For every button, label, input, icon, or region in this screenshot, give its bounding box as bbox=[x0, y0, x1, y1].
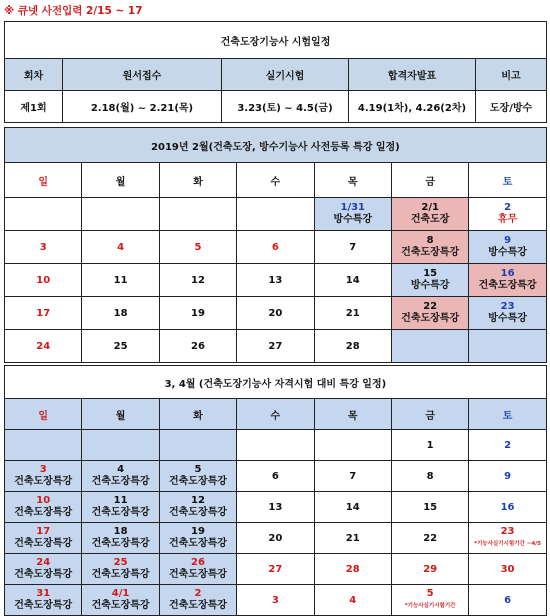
calendar-day-cell bbox=[469, 554, 546, 585]
calendar-date: 15 bbox=[423, 501, 438, 513]
calendar-date: 23 bbox=[500, 526, 515, 537]
exam-application-dates: 2.18(월) ~ 2.21(목) bbox=[63, 91, 222, 123]
calendar-date: 3 bbox=[39, 241, 47, 253]
calendar-day-cell bbox=[391, 523, 468, 554]
weekday-header: 일 bbox=[5, 163, 82, 198]
calendar-event-label: 건축도장특강 bbox=[91, 600, 150, 611]
calendar-event-label: 방수특강 bbox=[488, 247, 527, 258]
calendar-day-cell bbox=[5, 461, 82, 492]
calendar-week-row bbox=[5, 231, 547, 264]
calendar-day-cell bbox=[82, 264, 159, 297]
calendar-day-cell bbox=[5, 523, 82, 554]
calendar-date: 27 bbox=[268, 563, 283, 575]
calendar-day-cell bbox=[314, 231, 391, 264]
weekday-header: 수 bbox=[237, 399, 314, 430]
calendar-date: 17 bbox=[36, 526, 51, 537]
calendar-event-note: *기능사실기시험기간 bbox=[404, 603, 456, 609]
weekday-header: 목 bbox=[314, 399, 391, 430]
calendar-day-cell bbox=[469, 264, 546, 297]
exam-schedule-table bbox=[4, 21, 547, 123]
calendar-event-label: 방수특강 bbox=[488, 313, 527, 324]
calendar-day-cell bbox=[159, 585, 236, 616]
weekday-header: 토 bbox=[469, 399, 546, 430]
calendar-date: 30 bbox=[500, 563, 515, 575]
calendar-day-cell bbox=[314, 198, 391, 231]
calendar-date: 8 bbox=[426, 235, 434, 246]
calendar-date: 20 bbox=[268, 532, 283, 544]
calendar-day-cell bbox=[314, 585, 391, 616]
calendar-date: 1/31 bbox=[340, 202, 366, 213]
calendar-day-cell bbox=[5, 231, 82, 264]
mar-apr-calendar bbox=[4, 365, 547, 616]
calendar-date: 6 bbox=[271, 241, 279, 253]
weekday-header: 화 bbox=[159, 399, 236, 430]
calendar-date: 20 bbox=[268, 307, 283, 319]
exam-schedule-title: 건축도장기능사 시험일정 bbox=[5, 22, 547, 59]
calendar-event-label: 건축도장특강 bbox=[14, 476, 73, 487]
calendar-day-cell bbox=[314, 461, 391, 492]
calendar-day-cell bbox=[237, 231, 314, 264]
calendar-date: 22 bbox=[423, 301, 438, 312]
calendar-day-cell bbox=[5, 297, 82, 330]
calendar-date: 27 bbox=[268, 340, 283, 352]
calendar-event-label: 건축도장특강 bbox=[91, 569, 150, 580]
calendar-date: 22 bbox=[423, 532, 438, 544]
calendar-day-cell bbox=[237, 330, 314, 363]
exam-practical-dates: 3.23(토) ~ 4.5(금) bbox=[222, 91, 349, 123]
weekday-header: 목 bbox=[314, 163, 391, 198]
feb-calendar bbox=[4, 127, 547, 363]
calendar-day-cell bbox=[391, 430, 468, 461]
calendar-week-row bbox=[5, 554, 547, 585]
calendar-date: 4/1 bbox=[111, 588, 130, 599]
calendar-event-label: 건축도장특강 bbox=[14, 569, 73, 580]
weekday-header: 금 bbox=[391, 163, 468, 198]
calendar-date: 11 bbox=[113, 274, 128, 286]
calendar-date: 5 bbox=[194, 464, 202, 475]
calendar-date: 18 bbox=[113, 526, 128, 537]
calendar-day-cell bbox=[469, 330, 546, 363]
calendar-date: 14 bbox=[345, 501, 360, 513]
calendar-date: 28 bbox=[345, 340, 360, 352]
calendar-event-label: 건축도장특강 bbox=[168, 507, 227, 518]
calendar-day-cell bbox=[5, 554, 82, 585]
calendar-day-cell bbox=[314, 554, 391, 585]
calendar-date: 4 bbox=[117, 241, 125, 253]
calendar-date: 13 bbox=[268, 274, 283, 286]
calendar-date: 7 bbox=[349, 470, 357, 482]
calendar-day-cell bbox=[469, 430, 546, 461]
calendar-date: 13 bbox=[268, 501, 283, 513]
calendar-date: 31 bbox=[36, 588, 51, 599]
calendar-date: 21 bbox=[345, 532, 360, 544]
weekday-header: 화 bbox=[159, 163, 236, 198]
calendar-date: 3 bbox=[39, 464, 47, 475]
calendar-day-cell bbox=[237, 198, 314, 231]
calendar-event-note: *기능사실기시험기간 ~4/5 bbox=[474, 541, 541, 547]
calendar-date: 14 bbox=[345, 274, 360, 286]
calendar-day-cell bbox=[5, 264, 82, 297]
calendar-event-label: 건축도장특강 bbox=[168, 476, 227, 487]
calendar-week-row bbox=[5, 430, 547, 461]
calendar-day-cell bbox=[237, 585, 314, 616]
calendar-day-cell bbox=[469, 523, 546, 554]
calendar-day-cell bbox=[391, 231, 468, 264]
calendar-day-cell bbox=[391, 461, 468, 492]
calendar-date: 26 bbox=[191, 340, 205, 352]
calendar-date: 24 bbox=[36, 557, 51, 568]
calendar-day-cell bbox=[391, 297, 468, 330]
calendar-date: 19 bbox=[191, 526, 205, 537]
calendar-date: 2 bbox=[504, 202, 512, 213]
weekday-header: 일 bbox=[5, 399, 82, 430]
calendar-day-cell bbox=[237, 297, 314, 330]
calendar-date: 16 bbox=[500, 268, 515, 279]
calendar-day-cell bbox=[5, 492, 82, 523]
calendar-day-cell bbox=[391, 554, 468, 585]
calendar-week-row bbox=[5, 523, 547, 554]
calendar-day-cell bbox=[237, 430, 314, 461]
calendar-week-row bbox=[5, 492, 547, 523]
calendar-date: 23 bbox=[500, 301, 515, 312]
calendar-week-row bbox=[5, 330, 547, 363]
notice-text: ※ 큐넷 사전입력 2/15 ~ 17 bbox=[4, 5, 143, 17]
calendar-event-label: 건축도장특강 bbox=[168, 569, 227, 580]
calendar-date: 4 bbox=[349, 594, 357, 606]
calendar-event-label: 방수특강 bbox=[410, 280, 450, 291]
calendar-day-cell bbox=[5, 430, 82, 461]
calendar-day-cell bbox=[237, 554, 314, 585]
calendar-date: 17 bbox=[36, 307, 51, 319]
calendar-day-cell bbox=[159, 297, 236, 330]
calendar-date: 3 bbox=[271, 594, 279, 606]
calendar-day-cell bbox=[314, 523, 391, 554]
calendar-day-cell bbox=[391, 264, 468, 297]
calendar-date: 25 bbox=[113, 340, 128, 352]
calendar-day-cell bbox=[82, 297, 159, 330]
calendar-day-cell bbox=[237, 461, 314, 492]
calendar-date: 19 bbox=[191, 307, 205, 319]
calendar-date: 18 bbox=[113, 307, 128, 319]
calendar-day-cell bbox=[237, 264, 314, 297]
exam-round: 제1회 bbox=[5, 91, 63, 123]
calendar-day-cell bbox=[314, 430, 391, 461]
weekday-header: 금 bbox=[391, 399, 468, 430]
calendar-event-label: 건축도장특강 bbox=[401, 247, 460, 258]
calendar-date: 26 bbox=[191, 557, 205, 568]
calendar-day-cell bbox=[82, 198, 159, 231]
weekday-header: 토 bbox=[469, 163, 546, 198]
calendar-date: 8 bbox=[426, 470, 434, 482]
calendar-date: 5 bbox=[194, 241, 202, 253]
calendar-day-cell bbox=[391, 585, 468, 616]
calendar-event-label: 건축도장특강 bbox=[168, 538, 227, 549]
weekday-header: 월 bbox=[82, 399, 159, 430]
calendar-day-cell bbox=[237, 523, 314, 554]
calendar-week-row bbox=[5, 585, 547, 616]
calendar-day-cell bbox=[237, 492, 314, 523]
calendar-event-label: 건축도장특강 bbox=[91, 538, 150, 549]
calendar-date: 28 bbox=[345, 563, 360, 575]
calendar-day-cell bbox=[159, 231, 236, 264]
calendar-day-cell bbox=[82, 461, 159, 492]
calendar-date: 1 bbox=[426, 439, 434, 451]
calendar-day-cell bbox=[469, 585, 546, 616]
calendar-day-cell bbox=[391, 492, 468, 523]
calendar-event-label: 건축도장 bbox=[410, 214, 450, 225]
exam-header-notes: 비고 bbox=[476, 59, 547, 91]
calendar-date: 10 bbox=[36, 274, 51, 286]
calendar-date: 6 bbox=[271, 470, 279, 482]
calendar-day-cell bbox=[314, 492, 391, 523]
calendar-day-cell bbox=[159, 492, 236, 523]
calendar-date: 24 bbox=[36, 340, 51, 352]
calendar-event-label: 건축도장특강 bbox=[478, 280, 537, 291]
calendar-date: 12 bbox=[191, 274, 205, 286]
exam-header-round: 회차 bbox=[5, 59, 63, 91]
calendar-date: 11 bbox=[113, 495, 128, 506]
calendar-event-label: 건축도장특강 bbox=[168, 600, 227, 611]
calendar-date: 29 bbox=[423, 563, 438, 575]
calendar-day-cell bbox=[314, 297, 391, 330]
calendar-day-cell bbox=[314, 264, 391, 297]
calendar-day-cell bbox=[159, 554, 236, 585]
calendar-event-label: 휴무 bbox=[497, 214, 518, 225]
calendar-event-label: 건축도장특강 bbox=[14, 507, 73, 518]
calendar-date: 25 bbox=[113, 557, 128, 568]
calendar-event-label: 건축도장특강 bbox=[91, 476, 150, 487]
calendar-day-cell bbox=[82, 231, 159, 264]
calendar-day-cell bbox=[82, 430, 159, 461]
calendar-day-cell bbox=[159, 523, 236, 554]
calendar-date: 5 bbox=[426, 588, 434, 599]
calendar-event-label: 방수특강 bbox=[333, 214, 373, 225]
exam-header-results: 합격자발표 bbox=[349, 59, 476, 91]
weekday-header: 수 bbox=[237, 163, 314, 198]
calendar-date: 2 bbox=[194, 588, 202, 599]
calendar-day-cell bbox=[469, 231, 546, 264]
calendar-day-cell bbox=[82, 523, 159, 554]
exam-notes: 도장/방수 bbox=[476, 91, 547, 123]
calendar-day-cell bbox=[314, 330, 391, 363]
calendar-day-cell bbox=[159, 461, 236, 492]
calendar-day-cell bbox=[159, 330, 236, 363]
calendar-date: 15 bbox=[423, 268, 438, 279]
calendar-day-cell bbox=[82, 330, 159, 363]
calendar-week-row bbox=[5, 297, 547, 330]
calendar-date: 4 bbox=[117, 464, 125, 475]
calendar-date: 16 bbox=[500, 501, 515, 513]
calendar-day-cell bbox=[159, 198, 236, 231]
feb-calendar-title: 2019년 2월(건축도장, 방수기능사 사전등록 특강 일정) bbox=[5, 128, 547, 163]
exam-header-application: 원서접수 bbox=[63, 59, 222, 91]
calendar-date: 9 bbox=[504, 470, 512, 482]
calendar-day-cell bbox=[5, 330, 82, 363]
calendar-date: 6 bbox=[504, 594, 512, 606]
calendar-day-cell bbox=[82, 554, 159, 585]
weekday-header: 월 bbox=[82, 163, 159, 198]
calendar-day-cell bbox=[469, 297, 546, 330]
calendar-day-cell bbox=[159, 264, 236, 297]
calendar-date: 2 bbox=[504, 439, 512, 451]
calendar-day-cell bbox=[5, 585, 82, 616]
calendar-week-row bbox=[5, 461, 547, 492]
calendar-event-label: 건축도장특강 bbox=[401, 313, 460, 324]
calendar-event-label: 건축도장특강 bbox=[91, 507, 150, 518]
calendar-day-cell bbox=[469, 198, 546, 231]
calendar-date: 9 bbox=[504, 235, 512, 246]
calendar-day-cell bbox=[391, 330, 468, 363]
calendar-day-cell bbox=[82, 492, 159, 523]
mar-apr-calendar-title: 3, 4월 (건축도장기능사 자격시험 대비 특강 일정) bbox=[5, 366, 547, 399]
calendar-event-label: 건축도장특강 bbox=[14, 538, 73, 549]
calendar-day-cell bbox=[82, 585, 159, 616]
calendar-date: 12 bbox=[191, 495, 205, 506]
calendar-day-cell bbox=[391, 198, 468, 231]
calendar-week-row bbox=[5, 198, 547, 231]
calendar-day-cell bbox=[159, 430, 236, 461]
calendar-date: 21 bbox=[345, 307, 360, 319]
exam-results-dates: 4.19(1차), 4.26(2차) bbox=[349, 91, 476, 123]
calendar-date: 10 bbox=[36, 495, 51, 506]
calendar-day-cell bbox=[469, 492, 546, 523]
calendar-day-cell bbox=[469, 461, 546, 492]
calendar-date: 7 bbox=[349, 241, 357, 253]
calendar-day-cell bbox=[5, 198, 82, 231]
calendar-event-label: 건축도장특강 bbox=[14, 600, 73, 611]
calendar-week-row bbox=[5, 264, 547, 297]
exam-header-practical: 실기시험 bbox=[222, 59, 349, 91]
calendar-date: 2/1 bbox=[421, 202, 439, 213]
